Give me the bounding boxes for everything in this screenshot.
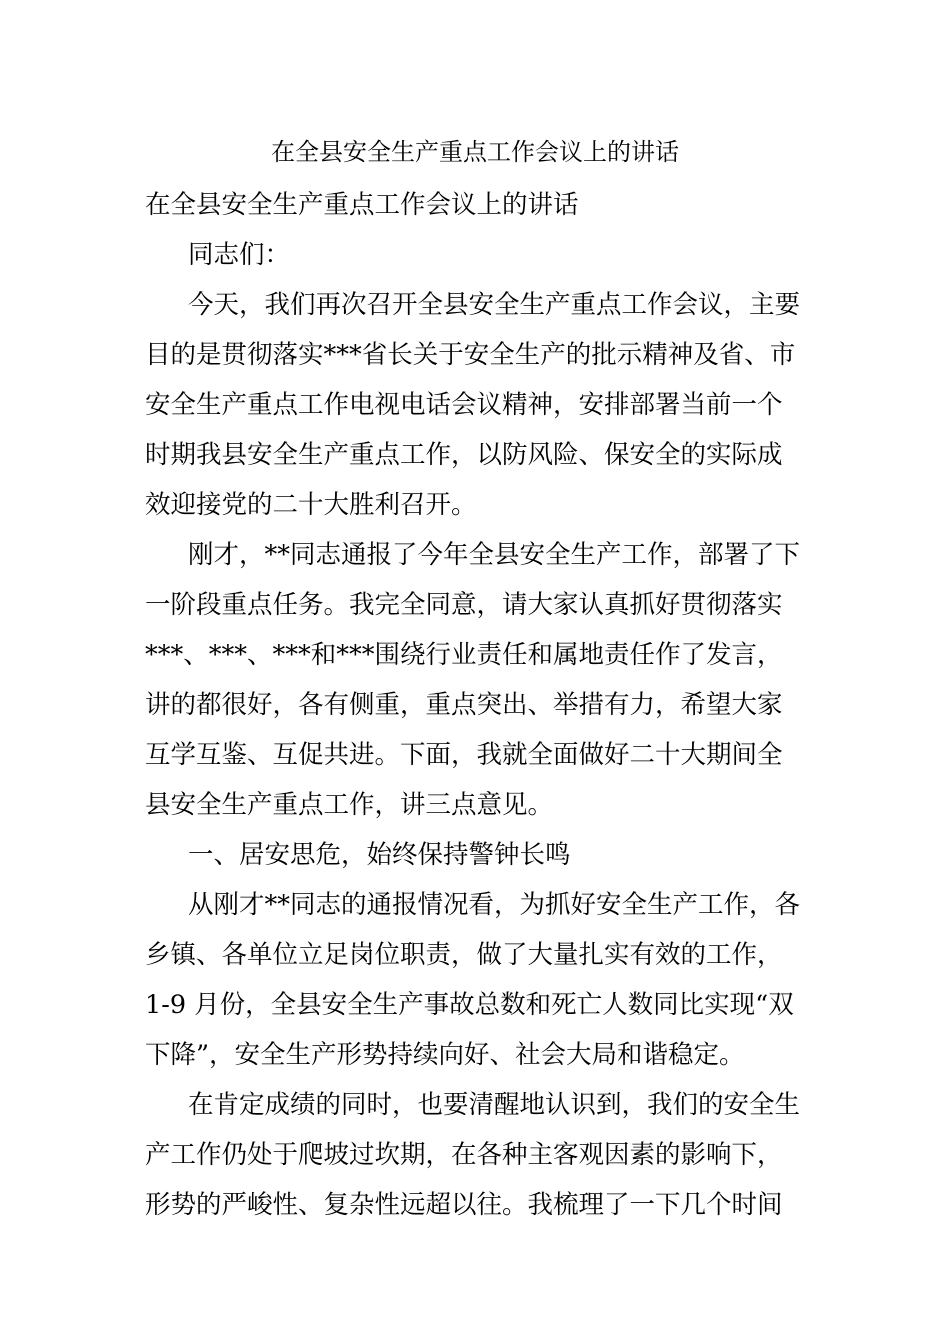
- paragraph-line: 形势的严峻性、复杂性远超以往。我梳理了一下几个时间: [145, 1190, 783, 1220]
- paragraph-line: 乡镇、各单位立足岗位职责，做了大量扎实有效的工作，: [145, 940, 783, 970]
- paragraph-line: 在肯定成绩的同时，也要清醒地认识到，我们的安全生: [188, 1090, 801, 1120]
- paragraph-line: 县安全生产重点工作，讲三点意见。: [145, 790, 554, 820]
- paragraph-line: 1-9 月份，全县安全生产事故总数和死亡人数同比实现“双: [145, 990, 794, 1020]
- paragraph-line: 安全生产重点工作电视电话会议精神，安排部署当前一个: [145, 390, 783, 420]
- paragraph-line: 今天，我们再次召开全县安全生产重点工作会议，主要: [188, 290, 801, 320]
- speech-heading-line: 在全县安全生产重点工作会议上的讲话: [145, 190, 579, 220]
- document-body: [145, 180, 810, 1230]
- paragraph-line: 互学互鉴、互促共进。下面，我就全面做好二十大期间全: [145, 740, 783, 770]
- salutation-line: 同志们：: [188, 240, 291, 270]
- paragraph-line: 从刚才**同志的通报情况看，为抓好安全生产工作，各: [188, 890, 801, 920]
- section-heading-line: 一、居安思危，始终保持警钟长鸣: [188, 840, 571, 870]
- paragraph-line: ***、***、***和***围绕行业责任和属地责任作了发言，: [145, 640, 783, 670]
- document-title: 在全县安全生产重点工作会议上的讲话: [271, 138, 679, 166]
- paragraph-line: 目的是贯彻落实***省长关于安全生产的批示精神及省、市: [145, 340, 796, 370]
- paragraph-line: 一阶段重点任务。我完全同意，请大家认真抓好贯彻落实: [145, 590, 783, 620]
- paragraph-line: 下降”，安全生产形势持续向好、社会大局和谐稳定。: [145, 1040, 745, 1070]
- paragraph-line: 产工作仍处于爬坡过坎期，在各种主客观因素的影响下，: [145, 1140, 783, 1170]
- paragraph-line: 刚才，**同志通报了今年全县安全生产工作，部署了下: [188, 540, 801, 570]
- paragraph-line: 讲的都很好，各有侧重，重点突出、举措有力，希望大家: [145, 690, 783, 720]
- paragraph-line: 效迎接党的二十大胜利召开。: [145, 490, 477, 520]
- paragraph-line: 时期我县安全生产重点工作，以防风险、保安全的实际成: [145, 440, 783, 470]
